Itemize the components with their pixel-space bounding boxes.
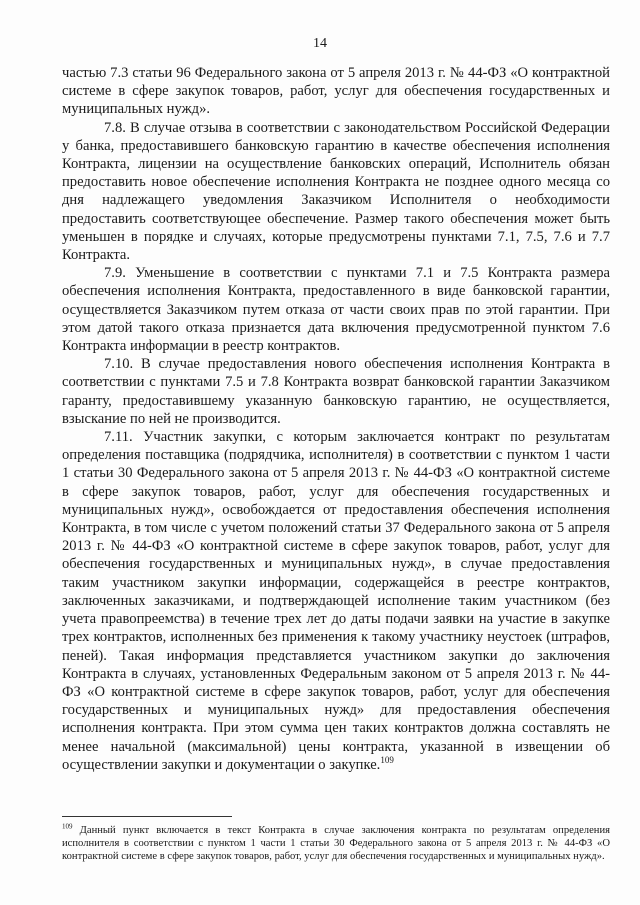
footnote-reference[interactable]: 109 <box>380 754 394 765</box>
paragraph-7-10: 7.10. В случае предоставления нового обеспечения исполнения Контракта в соответствии с пунктами 7.5 и 7.8 Контракта возврат банковской гарантии Заказчиком гаранту, предоставившему указанную банковскую гарантию, не осуществляется, взыскание по ней не производится. <box>62 356 610 427</box>
footnote-marker: 109 <box>62 822 73 831</box>
paragraph-7-9: 7.9. Уменьшение в соответствии с пунктами 7.1 и 7.5 Контракта размера обеспечения исполнения Контракта, предоставленного в виде банковской гарантии, осуществляется Заказчиком путем отказа от части своих прав по этой гарантии. При этом датой такого отказа признается дата включения предусмотренной пунктом 7.6 Контракта информации в реестр контрактов. <box>62 265 610 355</box>
footnote <box>62 824 610 863</box>
body-text <box>62 64 610 774</box>
footnote-separator <box>62 816 232 817</box>
page-number: 14 <box>313 36 327 51</box>
paragraph-7-8: 7.8. В случае отзыва в соответствии с законодательством Российской Федерации у банка, предоставившего банковскую гарантию в качестве обеспечения исполнения Контракта, лицензии на осуществление банковских операций, Исполнитель обязан предоставить новое обеспечение исполнения Контракта не позднее одного месяца со дня надлежащего уведомления Заказчиком Исполнителя о необходимости предоставить соответствующее обеспечение. Размер такого обеспечения может быть уменьшен в порядке и случаях, которые предусмотрены пунктами 7.1, 7.5, 7.6 и 7.7 Контракта. <box>62 119 610 264</box>
paragraph-continuation: частью 7.3 статьи 96 Федерального закона от 5 апреля 2013 г. № 44-ФЗ «О контрактной системе в сфере закупок товаров, работ, услуг для обеспечения государственных и муниципальных нужд». <box>62 65 610 118</box>
footnote-text: Данный пункт включается в текст Контракта в случае заключения контракта по результатам определения исполнителя в соответствии с пунктом 1 части 1 статьи 30 Федерального закона от 5 апреля 2013 г. № 44-ФЗ «О контрактной системе в сфере закупок товаров, работ, услуг для обеспечения государственных и муниципальных нужд». <box>62 825 610 862</box>
paragraph-7-11 <box>62 428 610 774</box>
paragraph-7-11-text: 7.11. Участник закупки, с которым заключается контракт по результатам определения поставщика (подрядчика, исполнителя) в соответствии с пунктом 1 части 1 статьи 30 Федерального закона от 5 апреля 2013 г. № 44-ФЗ «О контрактной системе в сфере закупок товаров, работ, услуг для обеспечения государственных и муниципальных нужд», освобождается от предоставления обеспечения исполнения Контракта, в том числе с учетом положений статьи 37 Федерального закона от 5 апреля 2013 г. № 44-ФЗ «О контрактной системе в сфере закупок товаров, работ, услуг для обеспечения государственных и муниципальных нужд», в случае предоставления таким участником закупки информации, содержащейся в реестре контрактов, заключенных заказчиками, и подтверждающей исполнение таким участником (без учета правопреемства) в течение трех лет до даты подачи заявки на участие в закупке трех контрактов, исполненных без применения к такому участнику неустоек (штрафов, пеней). Такая информация представляется участником закупки до заключения Контракта в случаях, установленных Федеральным законом от 5 апреля 2013 г. № 44-ФЗ «О контрактной системе в сфере закупок товаров, работ, услуг для обеспечения государственных и муниципальных нужд» для предоставления обеспечения исполнения контракта. При этом сумма цен таких контрактов должна составлять не менее начальной (максимальной) цены контракта, указанной в извещении об осуществлении закупки и документации о закупке. <box>62 429 610 773</box>
